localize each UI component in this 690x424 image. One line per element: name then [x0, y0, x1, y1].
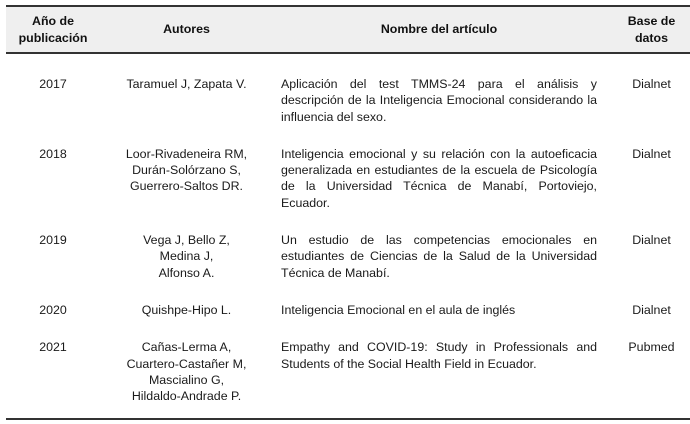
header-authors: Autores [100, 6, 273, 53]
cell-authors [100, 146, 273, 232]
cell-authors [100, 232, 273, 302]
cell-article-name: Inteligencia emocional y su relación con la autoeficacia generalizada en estudiantes de la escuela de Psicología de la Universidad Técnica de Manabí, Portoviejo, Ecuador. [281, 146, 597, 210]
header-year-line-1: Año de [32, 14, 74, 29]
author: Hildaldo-Andrade P. [131, 389, 242, 404]
table-row [6, 53, 690, 146]
author: Quishpe-Hipo L. [141, 302, 232, 317]
author: Vega J, Bello Z, [143, 233, 230, 248]
author: Cuartero-Castañer M, [126, 356, 247, 371]
header-database-line-2: datos [634, 30, 669, 45]
header-year-line-2: publicación [18, 30, 88, 45]
cell-authors [100, 53, 273, 146]
header-article-name: Nombre del artículo [273, 6, 605, 53]
header-database-line-1: Base de [627, 14, 676, 29]
literature-review-table [6, 5, 690, 420]
header-year [6, 6, 100, 53]
author: Cañas-Lerma A, [141, 340, 232, 355]
cell-authors [100, 339, 273, 419]
cell-authors [100, 302, 273, 339]
author: Alfonso A. [158, 265, 215, 280]
author: Guerrero-Saltos DR. [130, 179, 243, 194]
table-row [6, 146, 690, 232]
author: Medina J, [159, 249, 214, 264]
cell-database: Dialnet [632, 302, 671, 317]
table-row [6, 302, 690, 339]
author: Durán-Solórzano S, [132, 163, 241, 178]
table-row [6, 232, 690, 302]
cell-database: Pubmed [605, 339, 690, 419]
cell-database: Dialnet [632, 146, 671, 161]
cell-article-name: Un estudio de las competencias emocionales en estudiantes de Ciencias de la Salud de la Universidad Técnica de Manabí. [281, 233, 597, 280]
cell-year: 2018 [39, 146, 67, 161]
cell-article-name: Inteligencia Emocional en el aula de inglés [281, 302, 516, 317]
cell-database: Dialnet [632, 233, 671, 248]
cell-year: 2020 [39, 302, 67, 317]
literature-table-container [6, 5, 680, 420]
table-header-row [6, 6, 690, 53]
cell-database: Dialnet [632, 77, 671, 91]
cell-year: 2017 [39, 77, 67, 91]
author: Taramuel J, Zapata V. [126, 77, 247, 91]
author: Mascialino G, [148, 372, 225, 387]
cell-article-name: Empathy and COVID-19: Study in Professionals and Students of the Social Health Field in Ecuador. [273, 339, 605, 419]
header-database [605, 6, 690, 53]
cell-year: 2019 [39, 233, 67, 248]
table-row [6, 339, 690, 419]
cell-year: 2021 [6, 339, 100, 419]
author: Loor-Rivadeneira RM, [125, 146, 248, 161]
cell-article-name: Aplicación del test TMMS-24 para el análisis y descripción de la Inteligencia Emocional considerando la influencia del sexo. [281, 77, 597, 124]
